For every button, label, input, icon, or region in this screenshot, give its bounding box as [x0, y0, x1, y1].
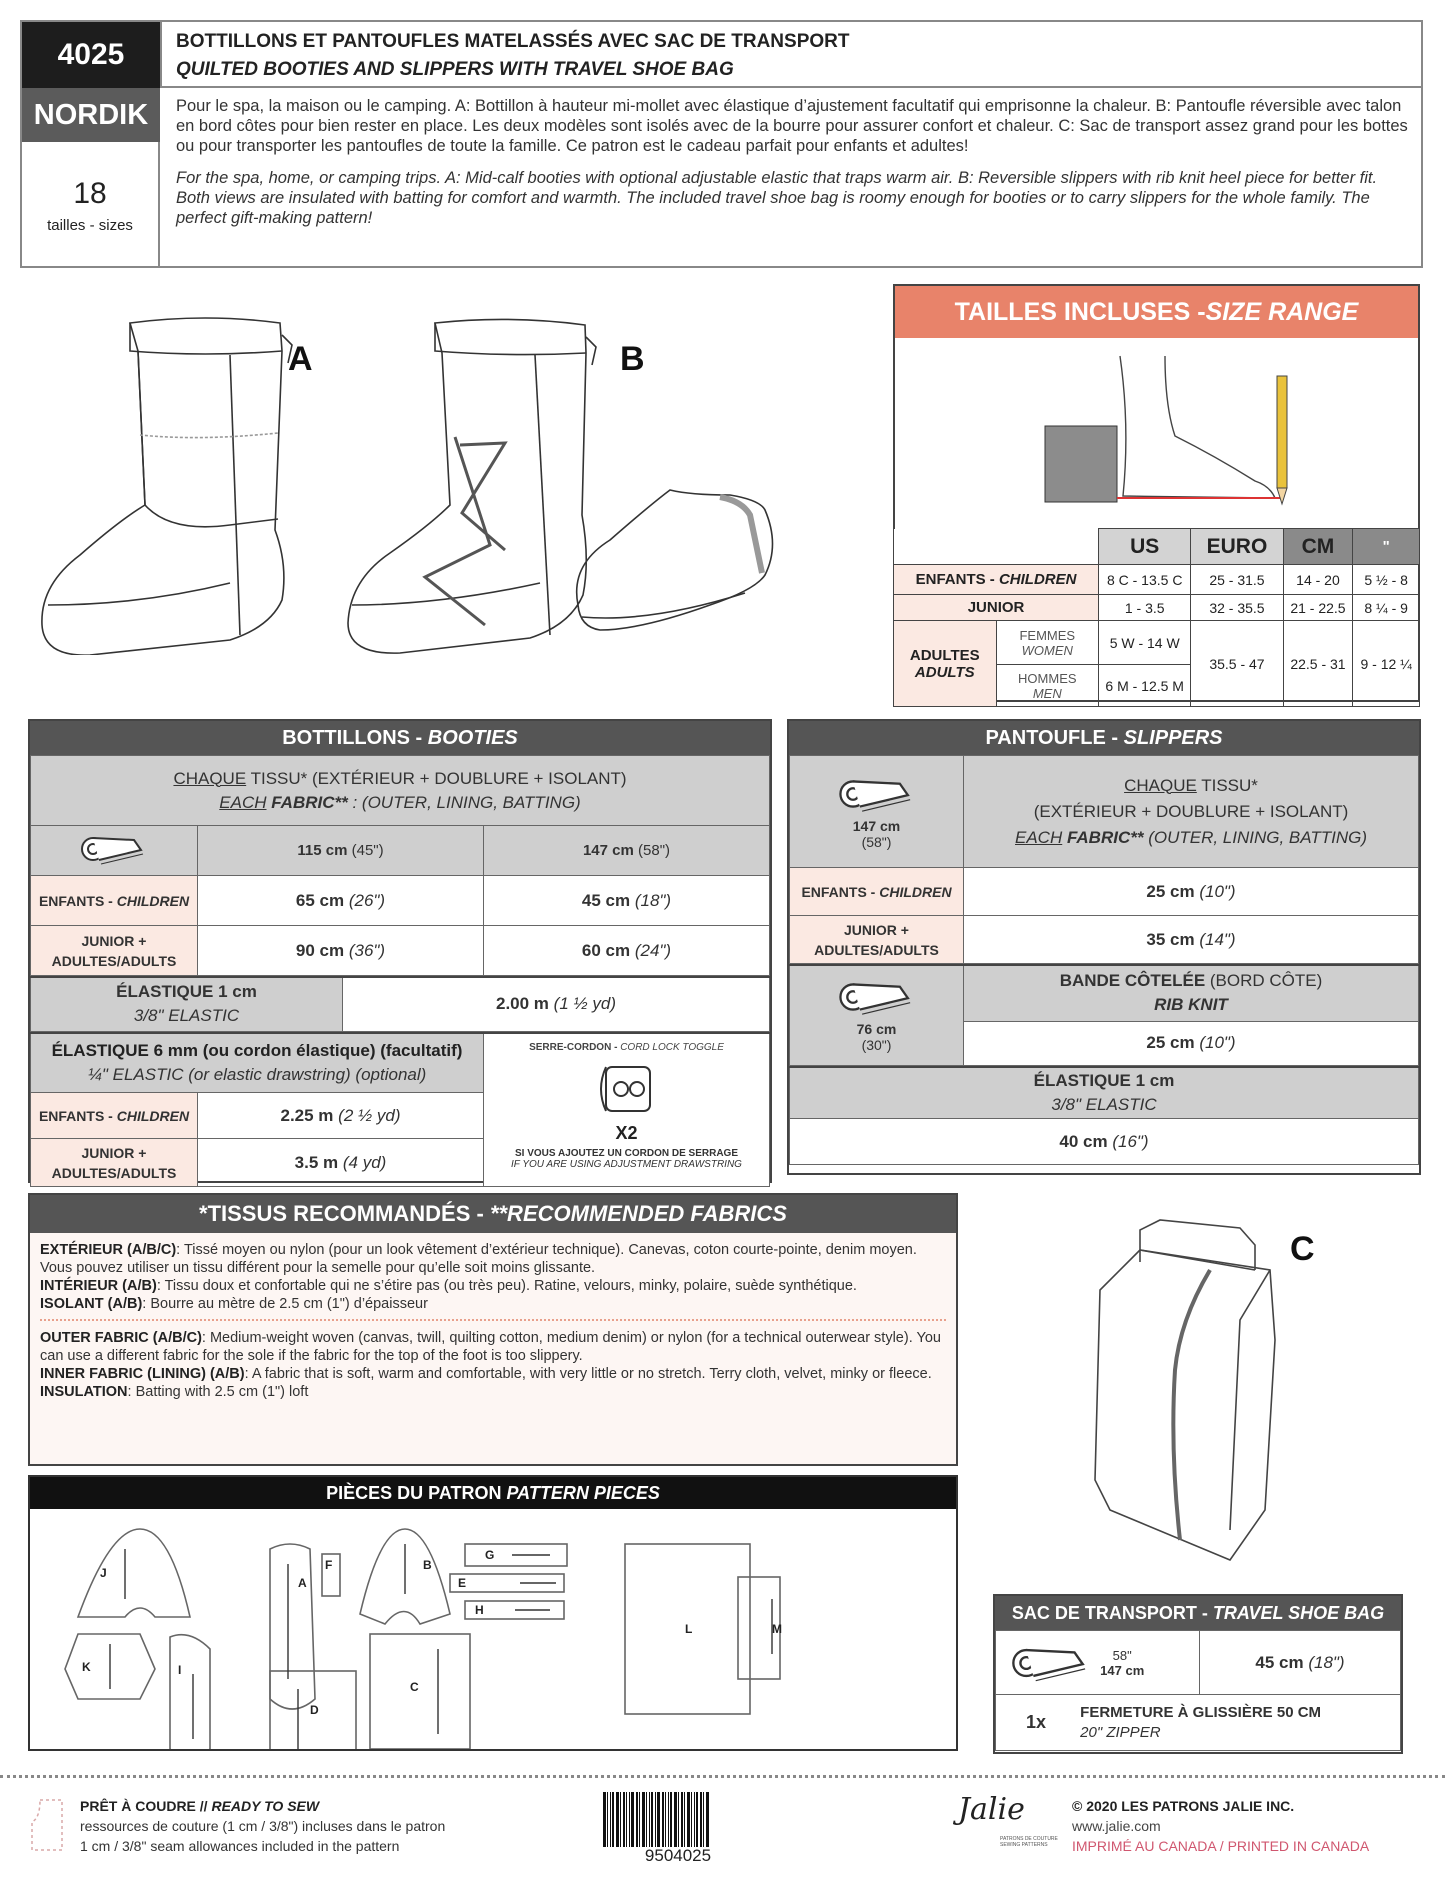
children-label: [790, 868, 964, 916]
barcode-bar: [607, 1792, 608, 1847]
each-en: (OUTER, LINING, BATTING): [1143, 827, 1367, 847]
each-en-u: EACH: [1015, 827, 1063, 847]
elastic1-value: 2.00 m: [495, 994, 549, 1014]
barcode-bar: [681, 1792, 683, 1847]
bootie-elastic-illustration: [348, 319, 596, 653]
children-label-fr: ENFANTS -: [915, 571, 999, 588]
bootie-illustration: [42, 318, 292, 655]
junior-l2: ADULTES/ADULTS: [814, 941, 939, 958]
each-fr: TISSU* (EXTÉRIEUR + DOUBLURE + ISOLANT): [246, 768, 627, 788]
fabric-item-fr: [40, 1277, 946, 1295]
booties-elastic-table: [30, 976, 770, 1032]
men-label: [996, 665, 1099, 707]
women-fr: FEMMES: [1019, 627, 1076, 643]
website-link[interactable]: www.jalie.com: [1072, 1818, 1161, 1834]
cell: (4 yd): [342, 1152, 387, 1172]
rib-width-in: (30"): [861, 1037, 892, 1054]
piece-label: L: [685, 1622, 693, 1636]
slippers-title-fr: PANTOUFLE -: [985, 727, 1124, 749]
width-115: 115 cm: [297, 842, 348, 859]
logo-sub2: SEWING PATTERNS: [1000, 1842, 1048, 1848]
children-en: CHILDREN: [116, 892, 190, 909]
cord-lock-cell: [484, 1033, 770, 1187]
each-fr: TISSU*: [1196, 775, 1258, 795]
booties-row-children: [31, 876, 770, 926]
booties-title-en: BOOTIES: [427, 727, 518, 749]
junior-label: [790, 916, 964, 964]
bag-width-in: 58": [1112, 1647, 1132, 1663]
col-cm: CM: [1283, 529, 1353, 565]
fabric-label: OUTER FABRIC (A/B/C): [40, 1330, 202, 1346]
slippers-title: [789, 721, 1419, 755]
barcode-bar: [662, 1792, 664, 1847]
rib-knit-table: [789, 964, 1419, 1066]
barcode-bar: [684, 1792, 685, 1847]
sizes-label: tailles - sizes: [47, 216, 133, 234]
barcode-bar: [696, 1792, 698, 1847]
fabric-text: : Bourre au mètre de 2.5 cm (1") d’épaisseur: [142, 1296, 428, 1312]
children-label-en: CHILDREN: [998, 571, 1077, 588]
fabric-text: : Batting with 2.5 cm (1") loft: [127, 1384, 309, 1400]
barcode-bars: [603, 1792, 753, 1847]
elastic1-yd: (1 ½ yd): [553, 994, 617, 1014]
barcode-bar: [649, 1792, 650, 1847]
cell: (26"): [348, 890, 386, 910]
size-range-title: [895, 286, 1418, 338]
logo-sub1: PATRONS DE COUTURE: [1000, 1836, 1058, 1842]
ready-en: READY TO SEW: [211, 1798, 320, 1814]
piece-label: K: [82, 1660, 91, 1674]
seam-allowance-icon: [30, 1798, 64, 1852]
piece-label: F: [325, 1558, 333, 1572]
barcode-bar: [636, 1792, 638, 1847]
fabric-label: INSULATION: [40, 1384, 128, 1400]
slipper-width-in: (58"): [861, 833, 892, 850]
fabrics-title-en: **RECOMMENDED FABRICS: [489, 1201, 787, 1226]
piece-i: [170, 1635, 210, 1749]
elastic-fr: ÉLASTIQUE 1 cm: [1033, 1070, 1175, 1090]
size-range-title-fr: TAILLES INCLUSES -: [954, 297, 1206, 326]
barcode-bar: [642, 1792, 645, 1847]
fabric-roll-svg: [79, 832, 149, 866]
elastic1-label: [31, 977, 343, 1031]
slippers-row-junior: [790, 916, 1419, 964]
description-fr: Pour le spa, la maison ou le camping. A: Bottillon à hauteur mi-mollet avec élastique d’ajustement facultatif qui emprisonne la chaleur. B: Pantoufle réversible avec talon en bord côtes pour bien rester en place. Les deux modèles sont isolés avec de la bourre pour assurer confort et chaleur. C: Sac de transport assez grand pour les bottes ou pour transporter les pantoufles de toute la famille. Ce patron est le cadeau parfait pour enfants et adultes!: [176, 97, 1408, 155]
rib-fr: (BORD CÔTE): [1205, 971, 1323, 991]
cell: 5 W - 14 W: [1099, 621, 1191, 665]
each-fr-u: CHAQUE: [173, 768, 247, 788]
slippers-table: [789, 755, 1419, 964]
slipper-elastic-table: [789, 1066, 1419, 1166]
junior-l2: ADULTES/ADULTS: [51, 1164, 177, 1181]
children-en: CHILDREN: [116, 1107, 190, 1124]
rib-en: RIB KNIT: [1154, 995, 1228, 1015]
cord-fr: SERRE-CORDON -: [529, 1041, 621, 1053]
col-inches: ": [1353, 529, 1420, 565]
piece-label: C: [410, 1680, 419, 1694]
cell: 8 ¼ - 9: [1353, 595, 1420, 621]
barcode-bar: [668, 1792, 669, 1847]
copyright: © 2020 LES PATRONS JALIE INC.: [1072, 1798, 1295, 1814]
fabric-item-en: [40, 1329, 946, 1365]
pattern-header: [20, 20, 1423, 268]
barcode-number: 9504025: [644, 1846, 712, 1865]
barcode-bar: [657, 1792, 660, 1847]
jalie-logo: [958, 1792, 1068, 1862]
barcode-bar: [691, 1792, 692, 1847]
piece-label: H: [475, 1603, 484, 1617]
title-fr: BOTTILLONS ET PANTOUFLES MATELASSÉS AVEC SAC DE TRANSPORT: [176, 31, 850, 52]
barcode-bar: [603, 1792, 606, 1847]
elastic1-fr: ÉLASTIQUE 1 cm: [116, 982, 257, 1002]
logo-text: Jalie: [958, 1792, 1025, 1827]
fabric-roll-icon: [837, 977, 917, 1017]
bag-fabric-in: (18"): [1308, 1652, 1345, 1672]
elastic1-en: 3/8" ELASTIC: [133, 1006, 240, 1026]
barcode-bar: [646, 1792, 647, 1847]
fabric-label: ISOLANT (A/B): [40, 1296, 143, 1312]
view-b-label: B: [620, 340, 645, 378]
children-label: [894, 565, 1099, 595]
barcode: [603, 1792, 753, 1865]
junior-l1: JUNIOR +: [81, 1144, 147, 1161]
cell: 5 ½ - 8: [1353, 565, 1420, 595]
cord-lock-icon: [592, 1059, 662, 1119]
barcode-bar: [626, 1792, 627, 1847]
size-range-panel: [893, 284, 1420, 702]
cell: 60 cm: [581, 940, 631, 960]
barcode-bar: [706, 1792, 709, 1847]
booties-table: [30, 755, 770, 976]
seam-en: 1 cm / 3/8" seam allowances included in the pattern: [80, 1838, 400, 1854]
junior-label: JUNIOR: [894, 595, 1099, 621]
cell: 65 cm: [295, 890, 345, 910]
fabric-item-en: [40, 1383, 946, 1401]
size-row-women: [894, 621, 1420, 665]
cell: 2.25 m: [280, 1105, 334, 1125]
bag-title-fr: SAC DE TRANSPORT -: [1011, 1603, 1213, 1623]
piece-label: E: [458, 1576, 467, 1590]
each-en-b: FABRIC**: [1062, 827, 1144, 847]
barcode-bar: [674, 1792, 677, 1847]
fabrics-title: [30, 1195, 956, 1233]
barcode-bar: [616, 1792, 619, 1847]
cell: 21 - 22.5: [1283, 595, 1353, 621]
foot-measure-icon: [1035, 346, 1295, 506]
pattern-pieces-diagram: [30, 1509, 956, 1749]
cell: (24"): [634, 940, 672, 960]
rib-value: 25 cm: [1146, 1033, 1195, 1052]
booties-title-fr: BOTTILLONS -: [282, 727, 428, 749]
women-en: WOMEN: [1021, 642, 1073, 658]
seam-fr: ressources de couture (1 cm / 3/8") incluses dans le patron: [80, 1818, 446, 1834]
cell: 25 - 31.5: [1191, 565, 1283, 595]
fabric-text: : Tissu doux et confortable qui ne s’étire pas (ou très peu). Ratine, velours, minky, polaire, suède synthétique.: [156, 1278, 857, 1294]
cell: (14"): [1199, 929, 1236, 949]
booties-row-junior: [31, 926, 770, 976]
junior-l1: JUNIOR +: [844, 921, 909, 938]
size-table: [893, 528, 1420, 707]
printed-in-canada: IMPRIMÉ AU CANADA / PRINTED IN CANADA: [1072, 1838, 1370, 1854]
barcode-bar: [703, 1792, 704, 1847]
pattern-titles: [160, 22, 1423, 88]
cell: 9 - 12 ¼: [1353, 621, 1420, 707]
men-fr: HOMMES: [1018, 670, 1077, 686]
fabric-item-fr: [40, 1295, 946, 1313]
cell: 6 M - 12.5 M: [1099, 665, 1191, 707]
footer-divider: [0, 1775, 1445, 1778]
junior-label: [31, 926, 198, 976]
fabric-label: INNER FABRIC (LINING) (A/B): [40, 1366, 245, 1382]
bag-title-en: TRAVEL SHOE BAG: [1212, 1603, 1385, 1623]
pattern-pieces-panel: [28, 1475, 958, 1751]
rib-value-in: (10"): [1199, 1033, 1236, 1052]
cell: 8 C - 13.5 C: [1099, 565, 1191, 595]
cell: (36"): [348, 940, 386, 960]
piece-label: M: [772, 1622, 782, 1636]
adults-label: [894, 621, 997, 707]
piece-label: A: [298, 1576, 307, 1590]
junior-l2: ADULTES/ADULTS: [51, 952, 177, 969]
slipper-width-cm: 147 cm: [852, 817, 901, 834]
each-fr2: (EXTÉRIEUR + DOUBLURE + ISOLANT): [1033, 801, 1349, 821]
cell: 35.5 - 47: [1191, 621, 1283, 707]
piece-label: J: [100, 1566, 107, 1580]
piece-c: [370, 1634, 470, 1749]
adults-label-en: ADULTS: [914, 663, 975, 681]
publisher-info: [1072, 1796, 1369, 1856]
barcode-bar: [678, 1792, 679, 1847]
rib-knit-label: [964, 965, 1419, 1021]
bag-width-cm: 147 cm: [1100, 1662, 1145, 1678]
children-fr: ENFANTS -: [801, 883, 880, 900]
piece-label: G: [485, 1548, 495, 1562]
fabric-text: : Tissé moyen ou nylon (pour un look vêtement d’extérieur technique). Canevas, coton courte-pointe, denim moyen. Vous pouvez utiliser un tissu différent pour la semelle pour qu’elle soit moins glissante.: [40, 1242, 917, 1276]
description-en: For the spa, home, or camping trips. A: Mid-calf booties with optional adjustable elastic that traps warm air. B: Reversible slippers with rib knit heel piece for better fit. Both views are insulated with batting for comfort and warmth. The included travel shoe bag is roomy enough for booties or to carry slippers for the whole family. The perfect gift-making pattern!: [176, 169, 1378, 227]
each-en: : (OUTER, LINING, BATTING): [347, 792, 581, 812]
cord-note-en: IF YOU ARE USING ADJUSTMENT DRAWSTRING: [511, 1158, 742, 1170]
piece-label: I: [178, 1663, 182, 1677]
junior-l1: JUNIOR +: [81, 932, 147, 949]
booties-elastic6-table: [30, 1032, 770, 1188]
barcode-bar: [670, 1792, 672, 1847]
cell: 32 - 35.5: [1191, 595, 1283, 621]
cord-note-fr: SI VOUS AJOUTEZ UN CORDON DE SERRAGE: [515, 1147, 738, 1159]
fabric-roll-icon: [837, 774, 917, 814]
cell: 3.5 m: [294, 1152, 339, 1172]
recommended-fabrics-panel: [28, 1193, 958, 1466]
booties-panel: [28, 719, 772, 1183]
fabric-text: : A fabric that is soft, warm and comfortable, with very little or no stretch. Terry cloth, velvet, minky or fleece.: [244, 1366, 932, 1382]
cell: (2 ½ yd): [338, 1105, 401, 1125]
size-row-junior: [894, 595, 1420, 621]
col-euro: EURO: [1191, 529, 1283, 565]
pattern-name: NORDIK: [22, 88, 160, 142]
slippers-panel: [787, 719, 1421, 1175]
slipper-illustration: [577, 490, 773, 630]
rib-width-cm: 76 cm: [856, 1021, 897, 1038]
fabric-roll-icon: [1006, 1643, 1096, 1683]
ready-to-sew: [80, 1796, 445, 1856]
barcode-bar: [610, 1792, 611, 1847]
barcode-bar: [620, 1792, 621, 1847]
slipper-elastic-label: [790, 1067, 1419, 1119]
barcode-bar: [631, 1792, 634, 1847]
barcode-bar: [623, 1792, 625, 1847]
slippers-row-children: [790, 868, 1419, 916]
fabric-label: INTÉRIEUR (A/B): [40, 1278, 157, 1294]
children-fr: ENFANTS -: [38, 1107, 117, 1124]
view-a-label: A: [288, 340, 313, 378]
barcode-bar: [665, 1792, 666, 1847]
booties-title: [30, 721, 770, 755]
view-c-label: C: [1290, 1230, 1315, 1268]
elastic-value-in: (16"): [1112, 1131, 1149, 1151]
cell: 35 cm: [1146, 929, 1195, 949]
zipper-en: 20" ZIPPER: [1080, 1723, 1161, 1741]
cell: 1 - 3.5: [1099, 595, 1191, 621]
barcode-bar: [612, 1792, 614, 1847]
each-en-u: EACH: [219, 792, 267, 812]
pieces-title: [30, 1477, 956, 1509]
barcode-bar: [651, 1792, 653, 1847]
children-label: [31, 876, 198, 926]
elastic6-fr: ÉLASTIQUE 6 mm (ou cordon élastique) (facultatif): [51, 1040, 463, 1060]
slippers-title-en: SLIPPERS: [1123, 727, 1223, 749]
pieces-title-en: PATTERN PIECES: [506, 1483, 660, 1503]
junior-label: [31, 1139, 198, 1187]
col-us: US: [1099, 529, 1191, 565]
cell: 45 cm: [581, 890, 631, 910]
travel-bag-illustration: [1080, 1210, 1340, 1570]
children-label: [31, 1093, 198, 1139]
width-147-in: (58"): [638, 842, 671, 859]
travel-bag-panel: [993, 1594, 1403, 1754]
bag-title: [995, 1596, 1401, 1630]
adults-label-fr: ADULTES: [909, 646, 980, 664]
piece-j: [78, 1529, 190, 1617]
title-en: QUILTED BOOTIES AND SLIPPERS WITH TRAVEL SHOE BAG: [176, 59, 734, 80]
pattern-number: 4025: [22, 22, 160, 88]
size-row-children: [894, 565, 1420, 595]
ready-fr: PRÊT À COUDRE //: [80, 1798, 212, 1814]
cell: (10"): [1199, 881, 1236, 901]
width-147: 147 cm: [582, 842, 634, 859]
children-en: CHILDREN: [879, 883, 952, 900]
children-fr: ENFANTS -: [38, 892, 117, 909]
zipper-qty: 1x: [1026, 1712, 1047, 1732]
size-count-block: [22, 142, 160, 268]
fabrics-divider: [40, 1319, 946, 1321]
bag-fabric-value: 45 cm: [1255, 1652, 1304, 1672]
fabrics-body: [30, 1233, 956, 1409]
pieces-title-fr: PIÈCES DU PATRON: [326, 1483, 507, 1503]
barcode-bar: [700, 1792, 702, 1847]
barcode-bar: [687, 1792, 690, 1847]
barcode-bar: [629, 1792, 630, 1847]
cell: (18"): [634, 890, 672, 910]
cord-quantity: X2: [615, 1122, 638, 1143]
barcode-bar: [655, 1792, 656, 1847]
size-range-title-en: SIZE RANGE: [1205, 297, 1359, 326]
view-illustrations: [30, 305, 890, 655]
size-count: 18: [73, 176, 107, 210]
fabric-text: : Medium-weight woven (canvas, twill, quilting cotton, medium denim) or nylon (for a technical outerwear style). You can use a different fabric for the sole if the fabric for the top of the foot is too slippery.: [40, 1330, 941, 1364]
each-en-b: FABRIC**: [266, 792, 348, 812]
elastic6-label: [31, 1033, 484, 1093]
slippers-each-fabric: [964, 756, 1419, 868]
cell: 90 cm: [295, 940, 345, 960]
women-label: [996, 621, 1099, 665]
rib-fr-b: BANDE CÔTELÉE: [1059, 971, 1206, 991]
barcode-bar: [694, 1792, 695, 1847]
each-fr-u: CHAQUE: [1124, 775, 1197, 795]
booties-each-fabric: [31, 756, 770, 826]
elastic-value: 40 cm: [1059, 1131, 1108, 1151]
fabric-item-fr: [40, 1241, 946, 1277]
cord-en: CORD LOCK TOGGLE: [620, 1041, 724, 1053]
piece-a: [270, 1544, 315, 1709]
cell: 22.5 - 31: [1283, 621, 1353, 707]
width-115-in: (45"): [351, 842, 384, 859]
bag-table: [995, 1630, 1401, 1751]
piece-label: B: [423, 1558, 432, 1572]
fabrics-title-fr: *TISSUS RECOMMANDÉS -: [199, 1201, 490, 1226]
barcode-bar: [639, 1792, 640, 1847]
bag-width-cell: [996, 1631, 1200, 1695]
cell: 14 - 20: [1283, 565, 1353, 595]
fabric-roll-icon: [31, 826, 198, 876]
fabric-label: EXTÉRIEUR (A/B/C): [40, 1242, 177, 1258]
rib-width-cell: [790, 965, 964, 1065]
cell: 25 cm: [1146, 881, 1195, 901]
zipper-fr: FERMETURE À GLISSIÈRE 50 CM: [1080, 1703, 1322, 1721]
elastic6-en: ¼" ELASTIC (or elastic drawstring) (optional): [87, 1064, 427, 1084]
zipper-cell: [996, 1695, 1401, 1751]
men-en: MEN: [1032, 685, 1062, 701]
pattern-description: [162, 88, 1423, 268]
slipper-width-cell: [790, 756, 964, 868]
piece-label: D: [310, 1703, 319, 1717]
elastic-en: 3/8" ELASTIC: [1051, 1094, 1157, 1114]
logo-subtitle: [1000, 1836, 1058, 1848]
fabric-item-en: [40, 1365, 946, 1383]
